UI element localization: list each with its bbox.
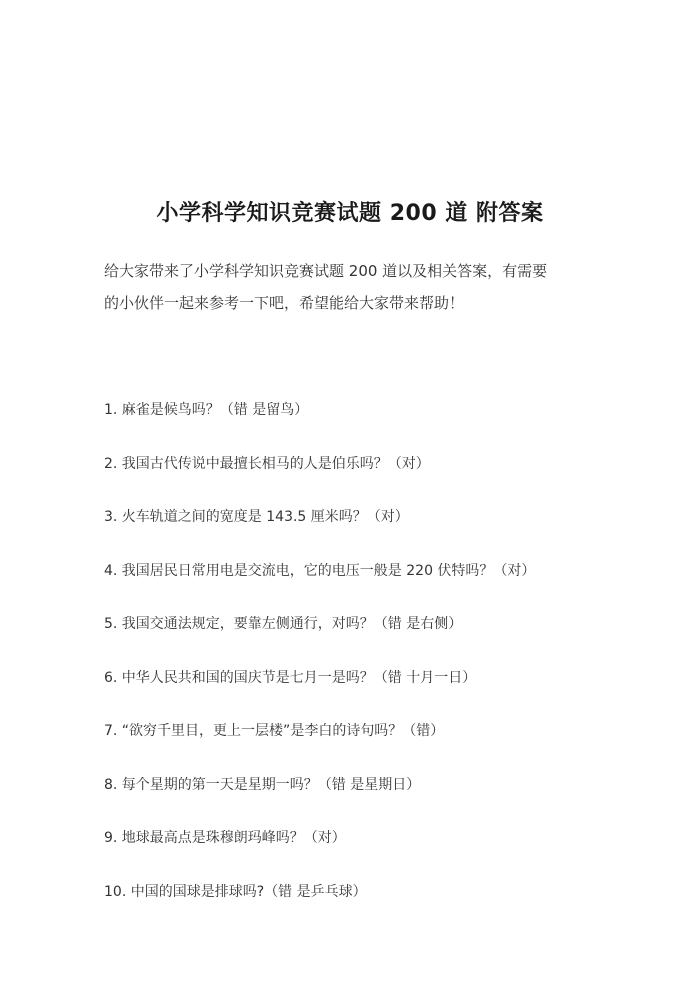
question-item-7: 7. “欲穷千里目，更上一层楼”是李白的诗句吗？（错） <box>104 723 445 739</box>
question-item-8: 8. 每个星期的第一天是星期一吗？（错 是星期日） <box>104 776 421 793</box>
question-item-10: 10. 中国的国球是排球吗?（错 是乒乓球） <box>104 883 367 900</box>
question-list <box>104 398 664 933</box>
question-item-9: 9. 地球最高点是珠穆朗玛峰吗？（对） <box>104 830 346 846</box>
question-item-6: 6. 中华人民共和国的国庆节是七月一是吗？（错 十月一日） <box>104 669 477 686</box>
question-item-1: 1. 麻雀是候鸟吗？（错 是留鸟） <box>104 402 309 418</box>
intro-line-2: 的小伙伴一起来参考一下吧，希望能给大家带来帮助！ <box>104 294 465 312</box>
question-item-3: 3. 火车轨道之间的宽度是 143.5 厘米吗？（对） <box>104 509 409 525</box>
question-item-2: 2. 我国古代传说中最擅长相马的人是伯乐吗？（对） <box>104 455 430 472</box>
intro-line-1: 给大家带来了小学科学知识竞赛试题 200 道以及相关答案，有需要 <box>104 262 548 280</box>
document-title: 小学科学知识竞赛试题 200 道 附答案 <box>156 201 544 226</box>
question-item-4: 4. 我国居民日常用电是交流电，它的电压一般是 220 伏特吗？（对） <box>104 562 536 579</box>
question-item-5: 5. 我国交通法规定，要靠左侧通行，对吗？（错 是右侧） <box>104 616 463 632</box>
intro-paragraph <box>104 255 604 319</box>
